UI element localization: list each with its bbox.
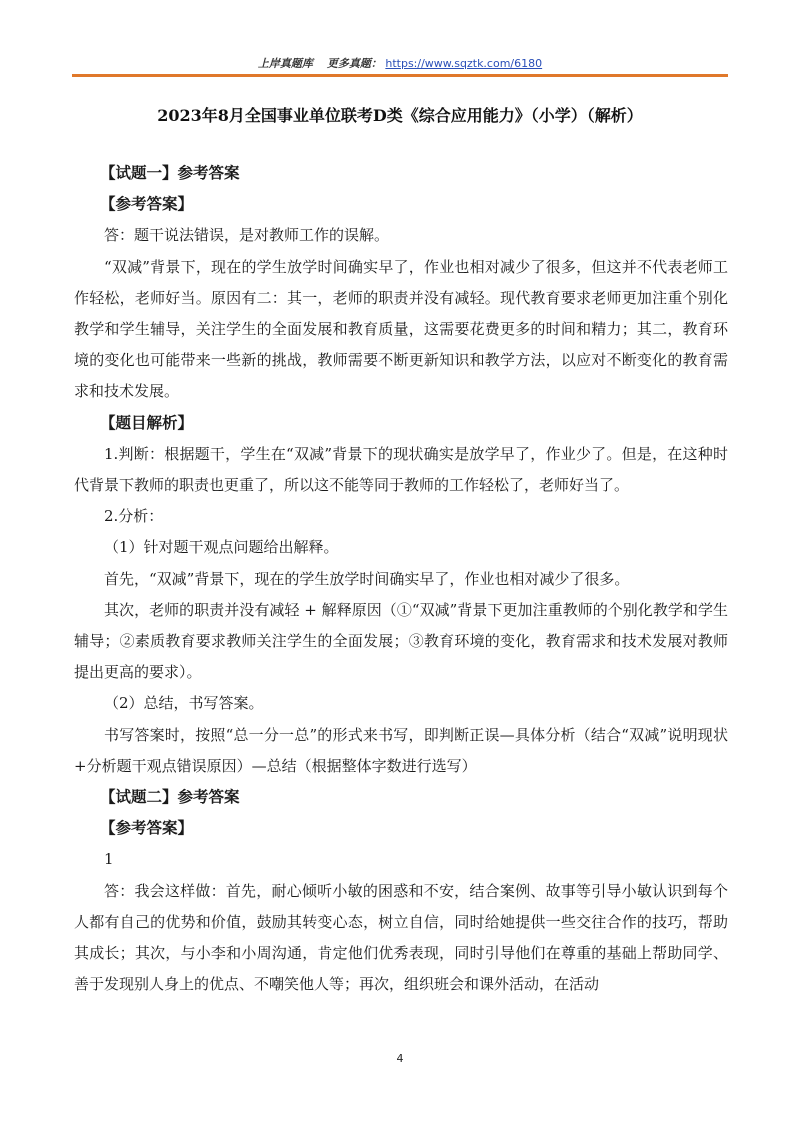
more-label: 更多真题： bbox=[326, 57, 382, 70]
paragraph: （1）针对题干观点问题给出解释。 bbox=[104, 538, 339, 557]
site-link[interactable]: https://www.sqztk.com/6180 bbox=[385, 57, 543, 70]
paragraph: 书写答案时，按照“总一分一总”的形式来书写，即判断正误—具体分析（结合“双减”说明现状+分析题干观点错误原因）—总结（根据整体字数进行选写） bbox=[74, 725, 728, 775]
header-divider bbox=[72, 74, 728, 77]
page-header bbox=[0, 55, 800, 71]
document-body bbox=[74, 158, 728, 1000]
paragraph: 其次，老师的职责并没有减轻 + 解释原因（①“双减”背景下更加注重教师的个别化教学和学生辅导；②素质教育要求教师关注学生的全面发展；③教育环境的变化，教育需求和技术发展对教师提出更高的要求）。 bbox=[74, 600, 728, 682]
document-title: 2023年8月全国事业单位联考D类《综合应用能力》（小学）（解析） bbox=[157, 106, 643, 125]
paragraph: 答：题干说法错误，是对教师工作的误解。 bbox=[104, 226, 390, 245]
section-heading: 【题目解析】 bbox=[100, 413, 194, 432]
site-name: 上岸真题库 bbox=[257, 57, 313, 70]
section-heading: 【参考答案】 bbox=[100, 819, 194, 838]
paragraph: 答：我会这样做：首先，耐心倾听小敏的困惑和不安，结合案例、故事等引导小敏认识到每个人都有自己的优势和价值，鼓励其转变心态，树立自信，同时给她提供一些交往合作的技巧，帮助其成长；其次，与小李和小周沟通，肯定他们优秀表现，同时引导他们在尊重的基础上帮助同学、善于发现别人身上的优点、不嘲笑他人等；再次，组织班会和课外活动，在活动 bbox=[74, 881, 728, 994]
page-number: 4 bbox=[396, 1052, 404, 1065]
section-heading: 【试题二】参考答案 bbox=[100, 788, 240, 807]
paragraph: 1.判断：根据题干，学生在“双减”背景下的现状确实是放学早了，作业少了。但是，在这种时代背景下教师的职责也更重了，所以这不能等同于教师的工作轻松了，老师好当了。 bbox=[74, 444, 728, 495]
paragraph: “双减”背景下，现在的学生放学时间确实早了，作业也相对减少了很多，但这并不代表老师工作轻松，老师好当。原因有二：其一，老师的职责并没有减轻。现代教育要求老师更加注重个别化教学和学生辅导，关注学生的全面发展和教育质量，这需要花费更多的时间和精力；其二，教育环境的变化也可能带来一些新的挑战，教师需要不断更新知识和教学方法，以应对不断变化的教育需求和技术发展。 bbox=[74, 257, 728, 401]
paragraph: 首先，“双减”背景下，现在的学生放学时间确实早了，作业也相对减少了很多。 bbox=[104, 569, 630, 588]
section-heading: 【试题一】参考答案 bbox=[100, 164, 240, 182]
paragraph: 2.分析： bbox=[104, 507, 164, 526]
paragraph: 1 bbox=[104, 850, 114, 869]
paragraph: （2）总结，书写答案。 bbox=[104, 694, 264, 713]
section-heading: 【参考答案】 bbox=[100, 195, 194, 214]
